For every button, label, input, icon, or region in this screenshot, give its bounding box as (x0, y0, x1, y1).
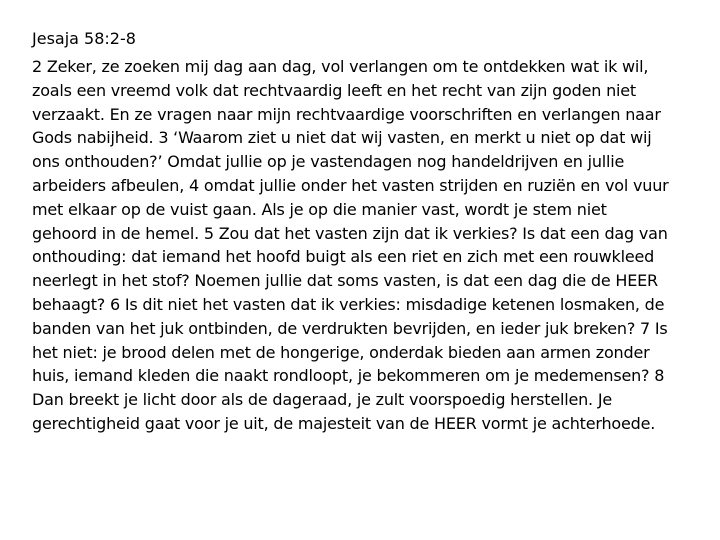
text-line: gerechtigheid gaat voor je uit, de majesteit van de HEER vormt je achterhoede. (32, 413, 656, 433)
text-line: met elkaar op de vuist gaan. Als je op die manier vast, wordt je stem niet (32, 199, 607, 219)
text-line: onthouding: dat iemand het hoofd buigt als een riet en zich met een rouwkleed (32, 247, 655, 267)
text-line: gehoord in de hemel. 5 Zou dat het vasten zijn dat ik verkies? Is dat een dag van (32, 223, 668, 243)
text-line: ons onthouden?’ Omdat jullie op je vastendagen nog handeldrijven en jullie (32, 152, 625, 172)
text-line: arbeiders afbeulen, 4 omdat jullie onder het vasten strijden en ruziën en vol vuur (32, 175, 669, 195)
passage-title: Jesaja 58:2-8 (32, 29, 136, 48)
text-line: verzaakt. En ze vragen naar mijn rechtvaardige voorschriften en verlangen naar (32, 104, 661, 124)
text-line: neerlegt in het stof? Noemen jullie dat soms vasten, is dat een dag die de HEER (32, 271, 658, 291)
text-line: behaagt? 6 Is dit niet het vasten dat ik verkies: misdadige ketenen losmaken, de (32, 294, 665, 314)
text-line: het niet: je brood delen met de hongerige, onderdak bieden aan armen zonder (32, 342, 650, 362)
text-line: huis, iemand kleden die naakt rondloopt, je bekommeren om je medemensen? 8 (32, 366, 665, 386)
text-line: banden van het juk ontbinden, de verdrukten bevrijden, en ieder juk breken? 7 Is (32, 318, 668, 338)
text-line: Dan breekt je licht door als de dageraad, je zult voorspoedig herstellen. Je (32, 390, 612, 410)
passage-text (32, 55, 702, 436)
text-line: Gods nabijheid. 3 ‘Waarom ziet u niet dat wij vasten, en merkt u niet op dat wij (32, 128, 652, 148)
text-line: 2 Zeker, ze zoeken mij dag aan dag, vol verlangen om te ontdekken wat ik wil, (32, 57, 649, 76)
text-line: zoals een vreemd volk dat rechtvaardig leeft en het recht van zijn goden niet (32, 80, 636, 100)
